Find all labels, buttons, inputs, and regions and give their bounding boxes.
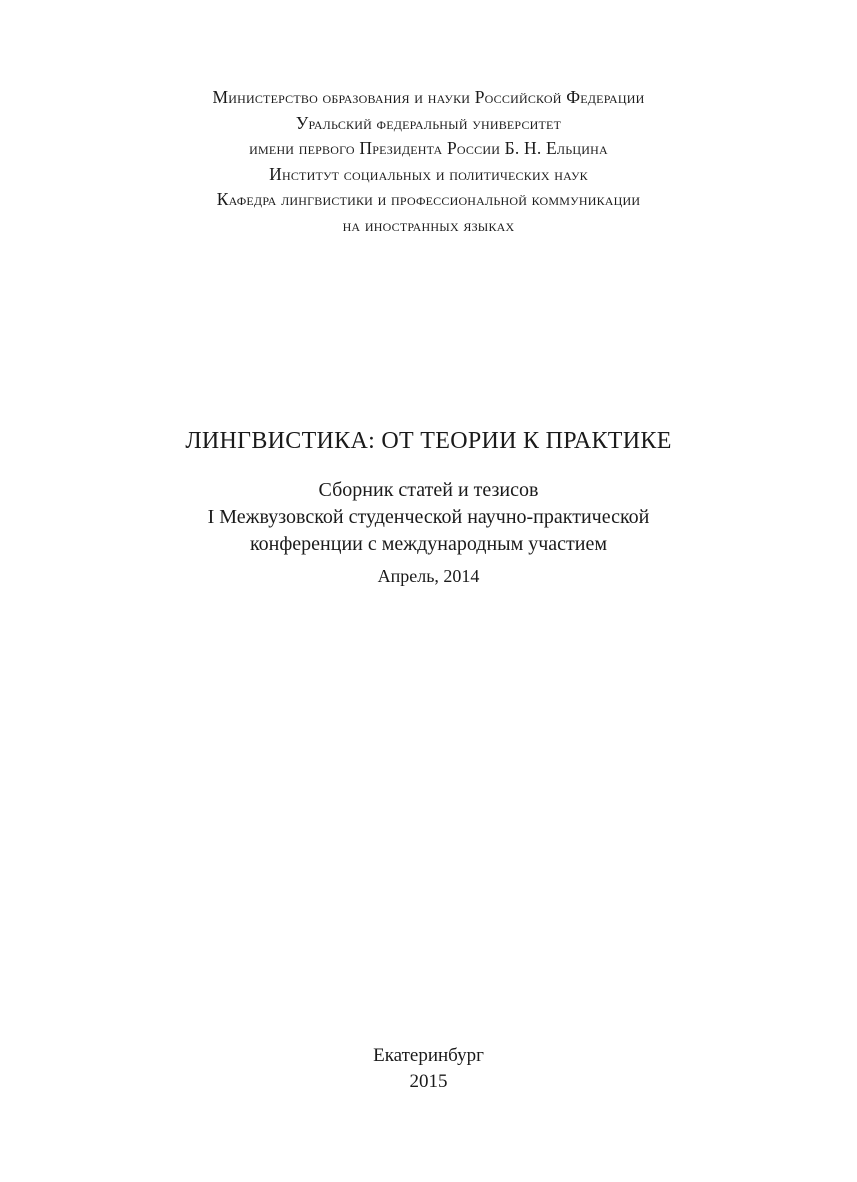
conference-date: Апрель, 2014 — [377, 566, 480, 586]
imprint-block — [0, 1043, 857, 1095]
imprint-year: 2015 — [409, 1071, 448, 1092]
subtitle-line-1: Сборник статей и тезисов — [318, 479, 539, 501]
imprint-city: Екатеринбург — [373, 1045, 484, 1066]
page-title: ЛИНГВИСТИКА: ОТ ТЕОРИИ К ПРАКТИКЕ — [185, 428, 672, 454]
title-block — [0, 425, 857, 589]
ministry-line: Министерство образования и науки Российской Федерации — [212, 87, 645, 107]
institute-line: Институт социальных и политических наук — [269, 163, 588, 184]
department-line-continued: на иностранных языках — [342, 214, 515, 235]
subtitle-line-3: конференции с международным участием — [249, 533, 608, 555]
institution-block — [0, 85, 857, 238]
university-line: Уральский федеральный университет — [295, 112, 562, 133]
department-line: Кафедра лингвистики и профессиональной коммуникации — [216, 189, 641, 209]
subtitle-line-2: I Межвузовской студенческой научно-практической — [207, 506, 650, 528]
university-name-line: имени первого Президента России Б. Н. Ельцина — [249, 138, 608, 158]
